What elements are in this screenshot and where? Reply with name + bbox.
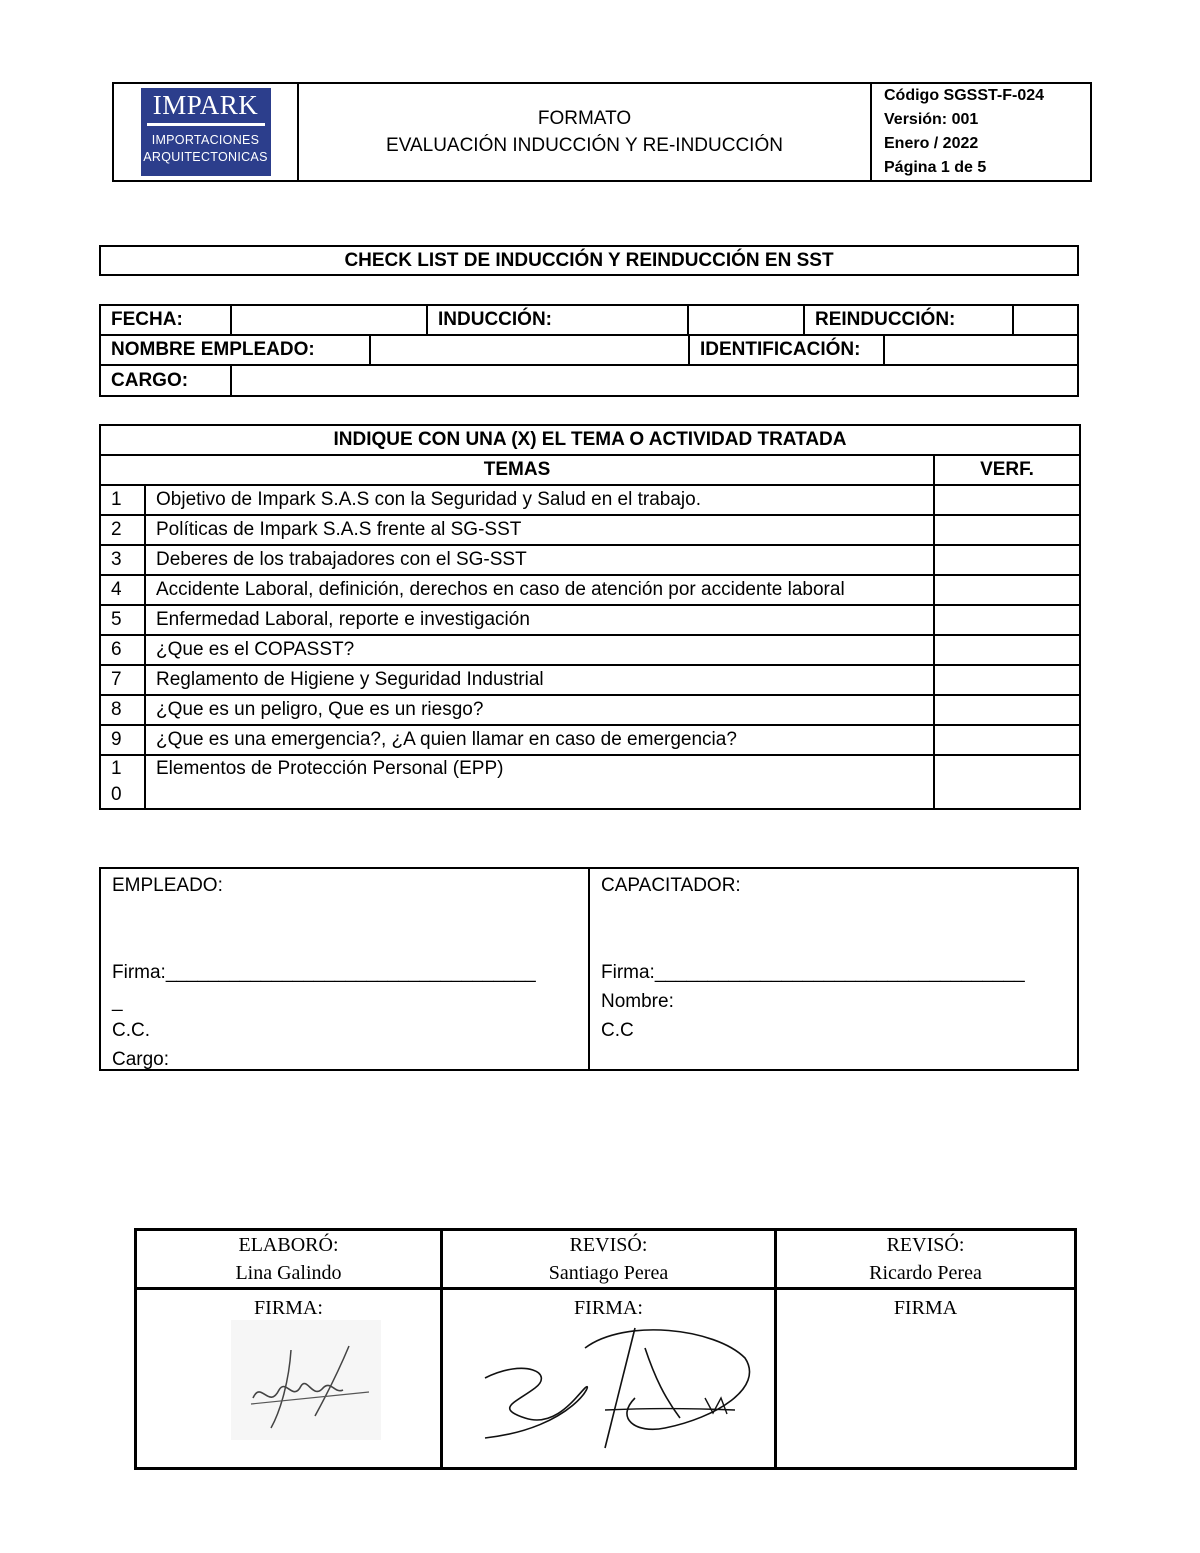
signature-section [99, 867, 1079, 1071]
topic-text: Objetivo de Impark S.A.S con la Seguridad y Salud en el trabajo. [145, 485, 934, 515]
topic-number: 9 [100, 725, 145, 755]
document-code: Código SGSST-F-024 [884, 87, 1045, 104]
topic-number: 2 [100, 515, 145, 545]
topic-verf-checkbox[interactable] [934, 725, 1080, 755]
title-cell [298, 83, 871, 181]
employee-info-table-row3 [99, 364, 1079, 397]
employee-info-table-row2 [99, 334, 1079, 366]
topic-verf-checkbox[interactable] [934, 635, 1080, 665]
empleado-title: EMPLEADO: [112, 875, 223, 896]
reinduccion-field[interactable] [1013, 305, 1078, 335]
empleado-cc[interactable]: C.C. [112, 1020, 150, 1041]
temas-header: TEMAS [100, 455, 934, 485]
topic-text: ¿Que es el COPASST? [145, 635, 934, 665]
topic-number: 7 [100, 665, 145, 695]
topic-row [100, 725, 1080, 755]
topic-text: ¿Que es un peligro, Que es un riesgo? [145, 695, 934, 725]
empleado-cargo[interactable]: Cargo: [112, 1049, 170, 1070]
topic-number: 1 [100, 485, 145, 515]
approval-reviso-1 [442, 1230, 776, 1289]
topic-text: Políticas de Impark S.A.S frente al SG-SST [145, 515, 934, 545]
approval-role: REVISÓ: [569, 1234, 648, 1256]
document-title: EVALUACIÓN INDUCCIÓN Y RE-INDUCCIÓN [386, 135, 783, 156]
document-version: Versión: 001 [884, 111, 979, 128]
topic-row [100, 755, 1080, 809]
topic-verf-checkbox[interactable] [934, 485, 1080, 515]
approval-name: Santiago Perea [548, 1262, 669, 1284]
topic-number: 3 [100, 545, 145, 575]
meta-cell [871, 83, 1091, 181]
topic-row [100, 695, 1080, 725]
logo-brand: IMPARK [152, 90, 259, 120]
topic-text: ¿Que es una emergencia?, ¿A quien llamar en caso de emergencia? [145, 725, 934, 755]
topic-verf-checkbox[interactable] [934, 575, 1080, 605]
approval-role: ELABORÓ: [238, 1234, 339, 1256]
fecha-label: FECHA: [100, 305, 231, 335]
checklist-title: CHECK LIST DE INDUCCIÓN Y REINDUCCIÓN EN SST [99, 245, 1079, 276]
topic-rows [100, 485, 1080, 809]
document-header [112, 82, 1092, 182]
document-date: Enero / 2022 [884, 135, 979, 152]
employee-info-table [99, 304, 1079, 336]
logo-subtitle-2: ARQUITECTONICAS [143, 150, 268, 164]
topic-row [100, 605, 1080, 635]
empleado-firma-line[interactable]: Firma:___________________________________ [112, 962, 536, 983]
topic-verf-checkbox[interactable] [934, 605, 1080, 635]
page-number: Página 1 de 5 [884, 159, 987, 176]
topic-row [100, 635, 1080, 665]
topic-number: 6 [100, 635, 145, 665]
reinduccion-label: REINDUCCIÓN: [804, 305, 1013, 335]
induccion-field[interactable] [688, 305, 804, 335]
approval-reviso-2 [776, 1230, 1076, 1289]
identificacion-field[interactable] [884, 335, 1078, 365]
capacitador-firma-line[interactable]: Firma:___________________________________ [601, 962, 1025, 983]
topic-row [100, 485, 1080, 515]
signature-image-1 [231, 1320, 381, 1440]
identificacion-label: IDENTIFICACIÓN: [689, 335, 884, 365]
approval-name: Lina Galindo [235, 1262, 342, 1284]
firma-cell-1 [136, 1289, 442, 1469]
topic-text: Enfermedad Laboral, reporte e investigación [145, 605, 934, 635]
firma-cell-3 [776, 1289, 1076, 1469]
empleado-firma-wrap: _ [112, 991, 123, 1012]
topic-row [100, 545, 1080, 575]
firma-label: FIRMA: [254, 1297, 323, 1319]
topic-row [100, 515, 1080, 545]
topics-table [99, 424, 1081, 810]
nombre-field[interactable] [370, 335, 689, 365]
logo-cell [113, 83, 298, 181]
document-type: FORMATO [537, 108, 632, 129]
induccion-label: INDUCCIÓN: [427, 305, 688, 335]
topic-number: 4 [100, 575, 145, 605]
topic-row [100, 665, 1080, 695]
capacitador-box [588, 867, 1079, 1071]
topics-instruction: INDIQUE CON UNA (X) EL TEMA O ACTIVIDAD TRATADA [100, 425, 1080, 455]
approvals-table [134, 1228, 1077, 1470]
approval-name: Ricardo Perea [869, 1262, 982, 1284]
topic-number: 5 [100, 605, 145, 635]
verf-header: VERF. [934, 455, 1080, 485]
topic-verf-checkbox[interactable] [934, 695, 1080, 725]
cargo-field[interactable] [231, 365, 1078, 396]
nombre-label: NOMBRE EMPLEADO: [100, 335, 370, 365]
topic-number: 8 [100, 695, 145, 725]
topic-text: Deberes de los trabajadores con el SG-SST [145, 545, 934, 575]
topic-verf-checkbox[interactable] [934, 515, 1080, 545]
fecha-field[interactable] [231, 305, 427, 335]
topic-verf-checkbox[interactable] [934, 755, 1080, 809]
topic-text: Elementos de Protección Personal (EPP) [145, 755, 934, 809]
topic-verf-checkbox[interactable] [934, 665, 1080, 695]
firma-label: FIRMA [893, 1297, 958, 1319]
capacitador-nombre[interactable]: Nombre: [601, 991, 674, 1012]
firma-label: FIRMA: [574, 1297, 643, 1319]
firma-cell-2 [442, 1289, 776, 1469]
topic-text: Accidente Laboral, definición, derechos en caso de atención por accidente laboral [145, 575, 934, 605]
logo-subtitle-1: IMPORTACIONES [151, 133, 260, 147]
capacitador-title: CAPACITADOR: [601, 875, 741, 896]
topic-verf-checkbox[interactable] [934, 545, 1080, 575]
approval-elaboro [136, 1230, 442, 1289]
approval-role: REVISÓ: [886, 1234, 965, 1256]
topic-row [100, 575, 1080, 605]
topic-text: Reglamento de Higiene y Seguridad Industrial [145, 665, 934, 695]
signature-image-2 [465, 1318, 755, 1458]
cargo-label: CARGO: [100, 365, 231, 396]
topic-number: 10 [100, 755, 145, 809]
empleado-box [99, 867, 590, 1071]
company-logo [141, 88, 271, 176]
capacitador-cc[interactable]: C.C [601, 1020, 634, 1041]
